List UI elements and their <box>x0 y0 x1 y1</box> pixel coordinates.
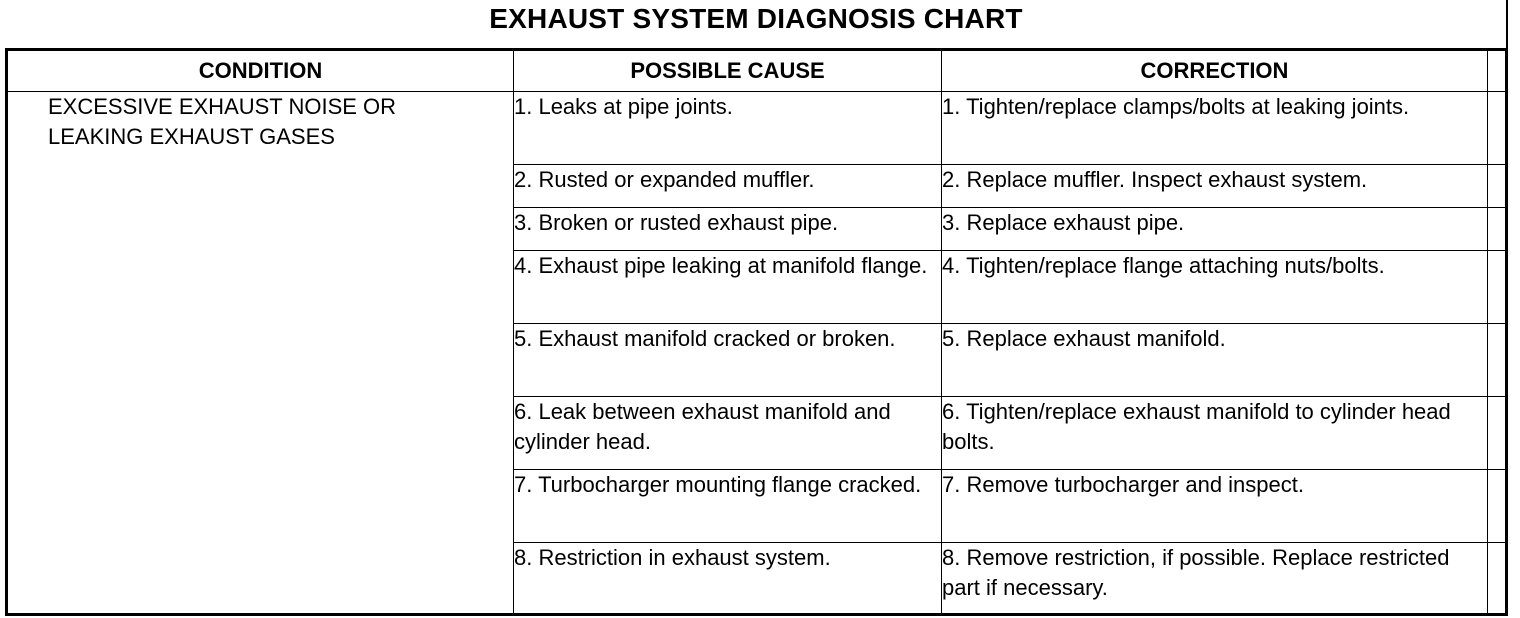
correction-cell: 8. Remove restriction, if possible. Replace restricted part if necessary. <box>942 543 1488 615</box>
blank-cell <box>1488 92 1507 165</box>
cause-cell: 3. Broken or rusted exhaust pipe. <box>514 208 942 251</box>
correction-cell: 2. Replace muffler. Inspect exhaust system. <box>942 165 1488 208</box>
diagnosis-table <box>5 48 1508 616</box>
correction-cell: 4. Tighten/replace flange attaching nuts/bolts. <box>942 251 1488 324</box>
blank-cell <box>1488 470 1507 543</box>
table-row <box>7 92 1507 165</box>
page-title: EXHAUST SYSTEM DIAGNOSIS CHART <box>489 3 1023 34</box>
cause-cell: 4. Exhaust pipe leaking at manifold flange. <box>514 251 942 324</box>
correction-cell: 1. Tighten/replace clamps/bolts at leaking joints. <box>942 92 1488 165</box>
cause-cell: 5. Exhaust manifold cracked or broken. <box>514 324 942 397</box>
header-possible-cause: POSSIBLE CAUSE <box>514 50 942 92</box>
correction-cell: 7. Remove turbocharger and inspect. <box>942 470 1488 543</box>
cause-cell: 2. Rusted or expanded muffler. <box>514 165 942 208</box>
cause-cell: 1. Leaks at pipe joints. <box>514 92 942 165</box>
blank-cell <box>1488 397 1507 470</box>
margin-rule <box>1506 0 1508 48</box>
header-blank-cell <box>1488 50 1507 92</box>
correction-cell: 3. Replace exhaust pipe. <box>942 208 1488 251</box>
header-row <box>7 50 1507 92</box>
condition-text: EXCESSIVE EXHAUST NOISE OR LEAKING EXHAUST GASES <box>48 94 397 149</box>
header-correction: CORRECTION <box>942 50 1488 92</box>
cause-cell: 7. Turbocharger mounting flange cracked. <box>514 470 942 543</box>
blank-cell <box>1488 208 1507 251</box>
cause-cell: 6. Leak between exhaust manifold and cylinder head. <box>514 397 942 470</box>
header-condition: CONDITION <box>7 50 514 92</box>
correction-cell: 6. Tighten/replace exhaust manifold to cylinder head bolts. <box>942 397 1488 470</box>
blank-cell <box>1488 251 1507 324</box>
correction-cell: 5. Replace exhaust manifold. <box>942 324 1488 397</box>
blank-cell <box>1488 324 1507 397</box>
condition-cell <box>7 92 514 615</box>
blank-cell <box>1488 543 1507 615</box>
blank-cell <box>1488 165 1507 208</box>
cause-cell: 8. Restriction in exhaust system. <box>514 543 942 615</box>
